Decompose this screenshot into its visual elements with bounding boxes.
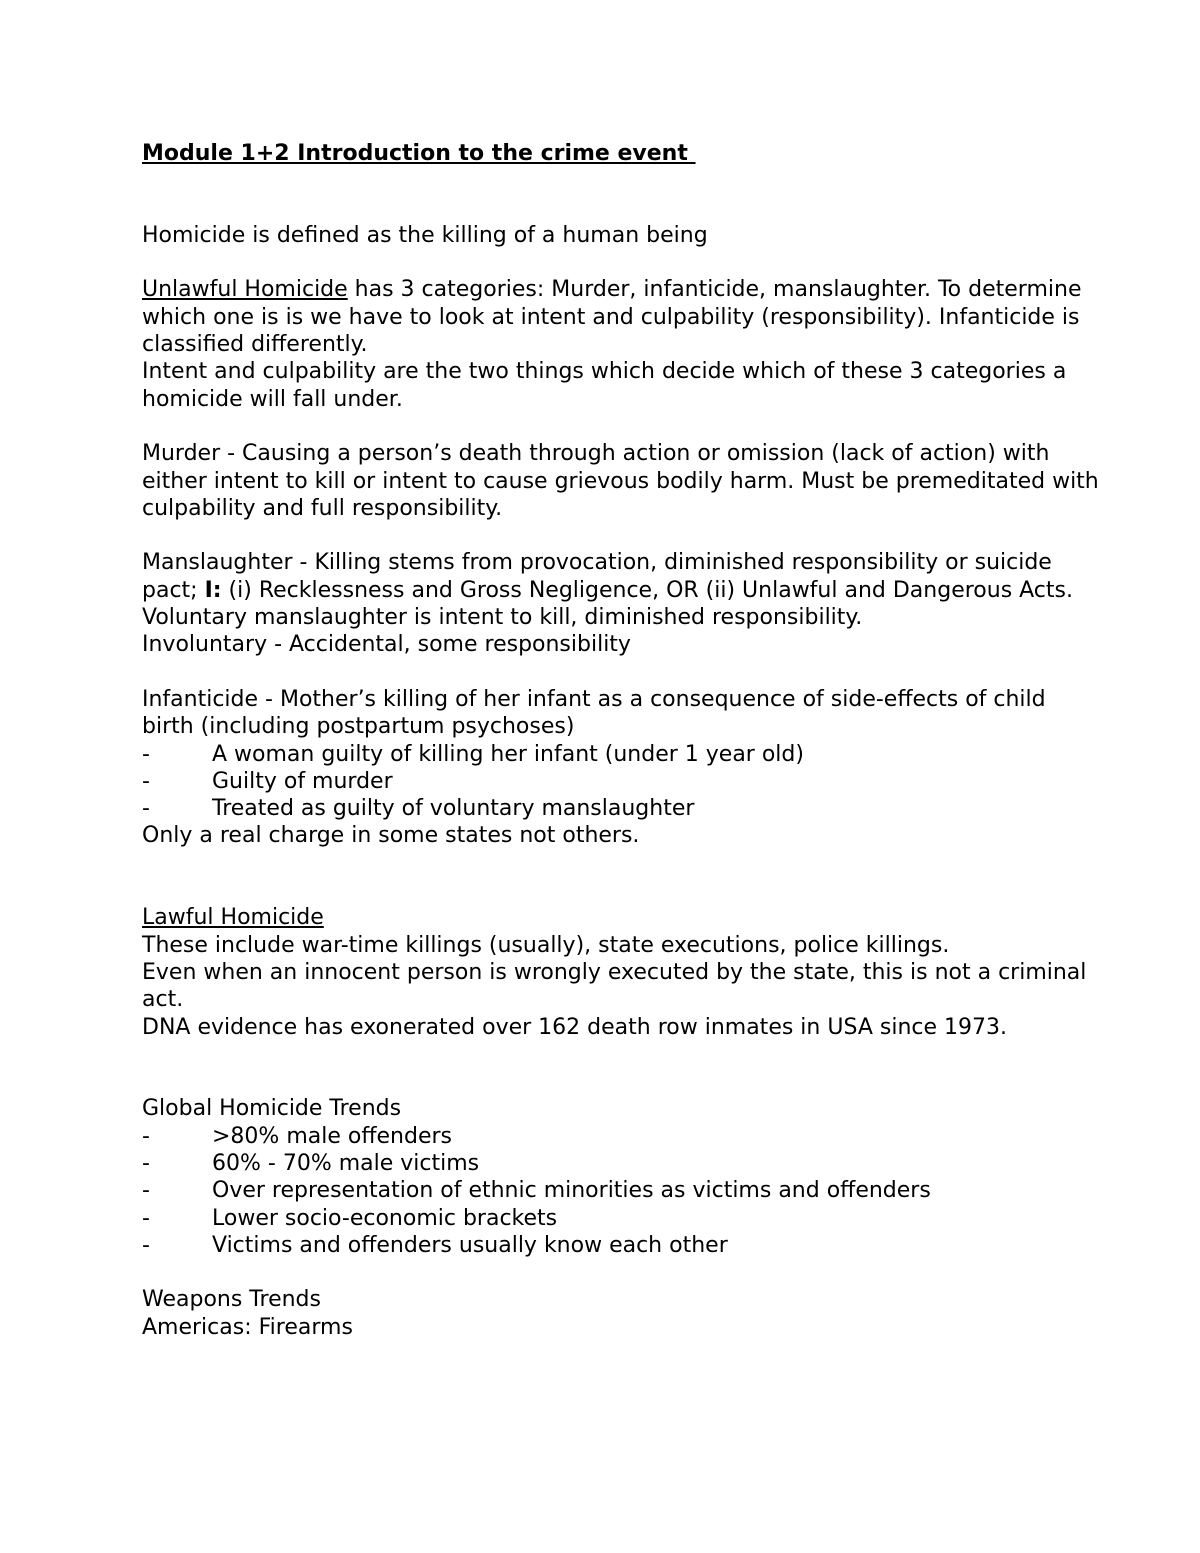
list-item-text: Over representation of ethnic minorities as victims and offenders <box>212 1178 931 1204</box>
list-item-text: >80% male offenders <box>212 1123 452 1149</box>
lawful-text-3: DNA evidence has exonerated over 162 death row inmates in USA since 1973. <box>142 1014 1007 1040</box>
lawful-text-2: Even when an innocent person is wrongly executed by the state, this is not a criminal act. <box>142 959 1087 1013</box>
list-item <box>142 741 1102 768</box>
lawful-text-1: These include war-time killings (usually), state executions, police killings. <box>142 932 950 958</box>
bullet-dash: - <box>142 1178 150 1204</box>
document-title: Module 1+2 Introduction to the crime event <box>142 141 696 166</box>
list-item <box>142 1177 1102 1204</box>
list-item-text: Victims and offenders usually know each other <box>212 1232 728 1258</box>
list-item-text: Treated as guilty of voluntary manslaughter <box>212 796 695 822</box>
global-trends-heading: Global Homicide Trends <box>142 1096 402 1122</box>
bullet-dash: - <box>142 768 150 794</box>
list-item <box>142 795 1102 822</box>
list-item <box>142 768 1102 795</box>
bullet-dash: - <box>142 1205 150 1231</box>
bullet-dash: - <box>142 1123 150 1149</box>
manslaughter-text-b: (i) Recklessness and Gross Negligence, OR (ii) Unlawful and Dangerous Acts. <box>221 577 1073 603</box>
manslaughter-paragraph <box>142 549 1102 604</box>
list-item <box>142 1232 1102 1259</box>
manslaughter-bold: I: <box>204 577 222 603</box>
weapons-trends-heading: Weapons Trends <box>142 1287 321 1313</box>
bullet-dash: - <box>142 1232 150 1258</box>
bullet-dash: - <box>142 741 150 767</box>
manslaughter-text-a: Manslaughter - Killing stems from provocation, diminished responsibility or suicide pact; <box>142 550 1052 603</box>
weapons-americas: Americas: Firearms <box>142 1314 353 1340</box>
list-item <box>142 1205 1102 1232</box>
voluntary-manslaughter: Voluntary manslaughter is intent to kill, diminished responsibility. <box>142 605 863 631</box>
unlawful-paragraph <box>142 276 1102 358</box>
list-item-text: Guilty of murder <box>212 768 393 794</box>
involuntary-manslaughter: Involuntary - Accidental, some responsibility <box>142 632 631 658</box>
list-item <box>142 1150 1102 1177</box>
bullet-dash: - <box>142 796 150 822</box>
list-item-text: 60% - 70% male victims <box>212 1150 480 1176</box>
infanticide-note: Only a real charge in some states not others. <box>142 823 640 849</box>
bullet-dash: - <box>142 1150 150 1176</box>
unlawful-heading: Unlawful Homicide <box>142 277 348 303</box>
intro-paragraph: Homicide is defined as the killing of a human being <box>142 222 708 248</box>
list-item-text: A woman guilty of killing her infant (under 1 year old) <box>212 741 804 767</box>
unlawful-text: has 3 categories: Murder, infanticide, manslaughter. To determine which one is is we have to look at intent and culpability (responsibility). Infanticide is classified differently. <box>142 277 1082 358</box>
list-item-text: Lower socio-economic brackets <box>212 1205 558 1231</box>
murder-paragraph: Murder - Causing a person’s death through action or omission (lack of action) with either intent to kill or intent to cause grievous bodily harm. Must be premeditated with culpability and full responsibility. <box>142 441 1099 521</box>
infanticide-paragraph: Infanticide - Mother’s killing of her infant as a consequence of side-effects of child birth (including postpartum psychoses) <box>142 686 1046 740</box>
unlawful-text-2: Intent and culpability are the two things which decide which of these 3 categories a homicide will fall under. <box>142 359 1067 412</box>
list-item <box>142 1123 1102 1150</box>
lawful-heading: Lawful Homicide <box>142 905 324 931</box>
document-page <box>142 140 1102 1341</box>
